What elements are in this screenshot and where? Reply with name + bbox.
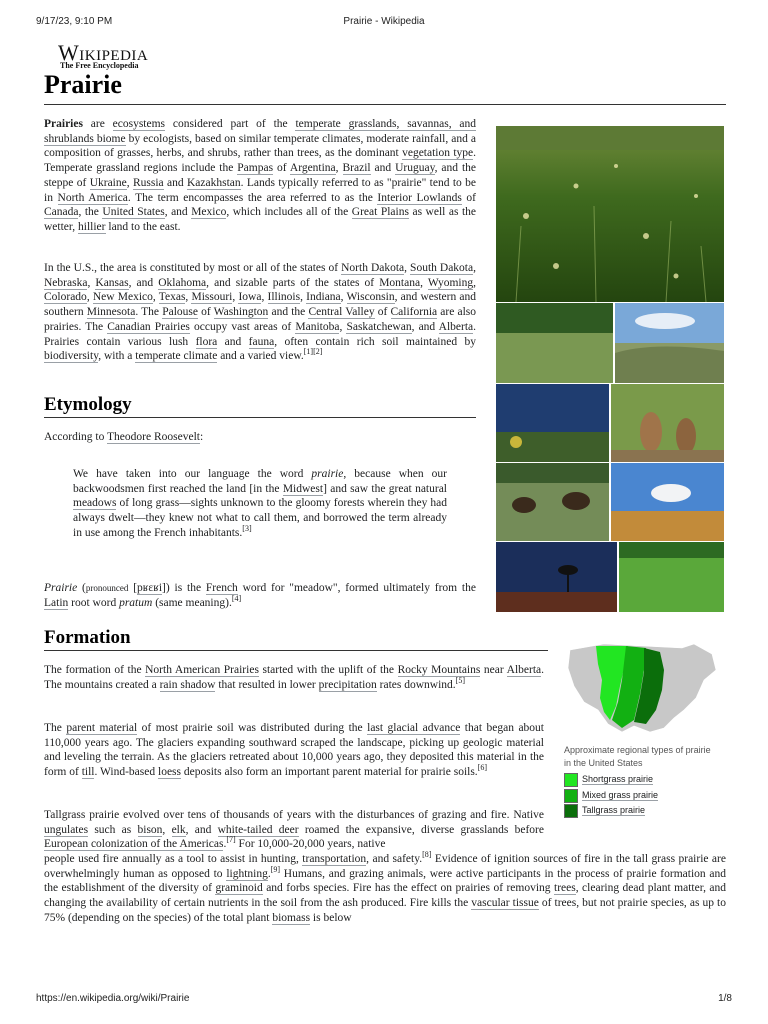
inline-link[interactable]: Latin	[44, 596, 69, 609]
text-run: of most prairie soil was distributed during the	[137, 722, 368, 734]
text-run: considered part of the	[165, 118, 296, 130]
text-run: of	[374, 306, 391, 319]
inline-link[interactable]: ecosystems	[112, 118, 166, 130]
inline-link[interactable]: South Dakota	[410, 262, 474, 274]
inline-link[interactable]: lightning	[226, 867, 268, 880]
text-run: , and	[411, 320, 439, 333]
inline-link[interactable]: Alberta	[438, 320, 474, 333]
formation-heading: Formation	[44, 627, 131, 648]
legend-swatch-shortgrass	[564, 773, 578, 787]
citation-ref[interactable]: [4]	[231, 593, 242, 603]
text-run: The	[44, 722, 67, 734]
inline-link[interactable]: graminoid	[215, 882, 263, 895]
inline-link[interactable]: fauna	[248, 335, 275, 348]
inline-link[interactable]: bison	[137, 823, 163, 836]
text-run: (	[77, 582, 86, 594]
inline-link[interactable]: elk	[171, 823, 186, 836]
text-run: and	[163, 176, 187, 189]
inline-link[interactable]: transportation	[302, 853, 367, 865]
formation-paragraph-3-start	[44, 808, 544, 852]
text-run: ,	[335, 162, 343, 175]
inline-link[interactable]: trees	[554, 882, 576, 895]
inline-link[interactable]: Oklahoma	[158, 276, 207, 289]
logo-tagline: The Free Encyclopedia	[60, 61, 139, 70]
inline-link[interactable]: Manitoba	[295, 320, 340, 333]
inline-link[interactable]: parent material	[66, 722, 138, 734]
inline-link[interactable]: Canada	[44, 206, 79, 219]
text-run: [	[128, 582, 138, 594]
inline-link[interactable]: temperate grasslands, savannas, and shrublands biome	[44, 118, 477, 145]
text-run: and a varied view.	[217, 350, 304, 363]
inline-link[interactable]: precipitation	[318, 678, 377, 691]
photo-lone-tree-dusk	[496, 542, 617, 612]
text-run: ,	[162, 823, 172, 836]
italic-term: Prairie	[44, 582, 78, 594]
text-run: root word	[68, 596, 120, 609]
text-run: , which includes all of the	[226, 206, 352, 219]
inline-link[interactable]: Texas	[158, 291, 186, 304]
inline-link[interactable]: rain shadow	[159, 678, 216, 691]
logo-wordmark: WIKIPEDIA	[58, 40, 149, 65]
text-run: Evidence of ignition sources of fire in the tall grass prairie are overwhelmingly human as opposed to	[44, 853, 726, 880]
inline-link[interactable]: Nebraska	[44, 276, 88, 289]
roosevelt-quote	[73, 467, 447, 541]
text-run: , and the steppe of	[44, 162, 477, 189]
text-run: , the	[78, 206, 103, 219]
title-rule	[44, 104, 726, 105]
inline-link[interactable]: Uruguay	[395, 162, 435, 175]
citation-ref[interactable]: [7]	[226, 835, 236, 845]
formation-rule	[44, 650, 548, 651]
text-run: rates downwind.	[376, 678, 456, 691]
inline-link[interactable]: Interior Lowlands	[377, 191, 462, 204]
formation-paragraph-1	[44, 663, 544, 692]
photo-open-sky	[611, 463, 724, 541]
intro-paragraph-2	[44, 261, 476, 364]
inline-link[interactable]: biomass	[272, 911, 311, 924]
inline-link[interactable]: ungulates	[44, 823, 89, 836]
text-run: :	[199, 431, 204, 443]
inline-link[interactable]: Kazakhstan	[186, 176, 241, 189]
formation-paragraph-2	[44, 721, 544, 780]
citation-ref[interactable]: [1][2]	[303, 347, 323, 357]
inline-link[interactable]: New Mexico	[92, 291, 153, 304]
text-run: ,	[185, 291, 192, 304]
page-title: Prairie	[44, 70, 122, 99]
text-run: are also prairies. The	[44, 306, 477, 333]
print-doc-title: Prairie - Wikipedia	[343, 16, 425, 27]
inline-link[interactable]: Ukraine	[89, 176, 127, 189]
print-datetime: 9/17/23, 9:10 PM	[36, 16, 113, 27]
inline-link[interactable]: Colorado	[44, 291, 87, 304]
text-run: ,	[420, 276, 428, 289]
text-run: by ecologists, based on similar temperate climates, moderate rainfall, and a composition of grasses, herbs, and shrubs, rather than trees, as the dominant	[44, 132, 476, 160]
inline-link[interactable]: Missouri	[191, 291, 233, 304]
text-run: ,	[473, 276, 477, 289]
inline-link[interactable]: Minnesota	[86, 306, 136, 319]
inline-link[interactable]: hillier	[78, 220, 106, 233]
text-run: We have taken into our language the word	[73, 468, 312, 480]
photo-storm-prairie	[496, 384, 609, 462]
text-run: that resulted in lower	[215, 678, 319, 691]
inline-link[interactable]: biodiversity	[44, 350, 99, 363]
text-run: ,	[87, 276, 96, 289]
photo-prairie-flowers	[496, 126, 724, 302]
text-run: is below	[310, 911, 352, 924]
formation-paragraph-3-cont	[44, 852, 726, 926]
text-run: , clearing dead plant matter, and changing the availability of certain nutrients in the soil from the ash produced. Fire kills the	[44, 882, 726, 910]
inline-link[interactable]: Indiana	[306, 291, 341, 304]
text-run: . Wind-based	[94, 766, 158, 779]
text-run: , and	[185, 823, 218, 836]
text-run: . Lands typically referred to as "prairie" tend to be in	[44, 176, 477, 204]
inline-link[interactable]: Argentina	[289, 162, 336, 175]
photo-bison	[496, 463, 609, 541]
legend-label-shortgrass[interactable]: Shortgrass prairie	[582, 774, 654, 785]
citation-ref[interactable]: [9]	[270, 864, 281, 874]
inline-link[interactable]: white-tailed deer	[217, 823, 299, 836]
inline-link[interactable]: Wisconsin	[346, 291, 395, 304]
inline-link[interactable]: till	[81, 766, 95, 779]
text-run: roamed the expansive, diverse grasslands before	[298, 823, 544, 836]
etymology-heading: Etymology	[44, 394, 132, 415]
text-run: and	[217, 335, 249, 348]
small-text: pronounced	[85, 583, 129, 593]
inline-link[interactable]: meadows	[73, 497, 117, 510]
text-run: , because when our backwoodsmen first reached the land [in the	[73, 468, 447, 495]
text-run: ,	[261, 291, 268, 304]
inline-link[interactable]: last glacial advance	[367, 722, 461, 734]
text-run: word for "meadow", formed ultimately from the	[237, 582, 476, 594]
legend-swatch-tallgrass	[564, 804, 578, 818]
text-run: Humans, and grazing animals, were active participants in the process of prairie formation and the establishment of the diversity of	[44, 867, 727, 895]
inline-link[interactable]: Russia	[132, 176, 164, 189]
inline-link[interactable]: Mexico	[191, 206, 227, 219]
text-run: (same meaning).	[152, 596, 232, 609]
legend-mixedgrass	[564, 789, 658, 803]
text-run: people used fire annually as a tool to assist in hunting,	[44, 853, 303, 865]
text-run: .	[267, 867, 271, 880]
inline-link[interactable]: French	[205, 582, 238, 594]
text-run: such as	[88, 823, 138, 836]
inline-link[interactable]: vegetation type	[402, 147, 474, 160]
text-run: , and safety.	[366, 853, 423, 865]
text-run: ,	[340, 291, 347, 304]
legend-label-mixedgrass[interactable]: Mixed grass prairie	[582, 790, 659, 801]
text-run: .	[223, 838, 227, 851]
intro-paragraph-1	[44, 117, 476, 235]
photo-green-meadow	[619, 542, 724, 612]
inline-link[interactable]: Central Valley	[308, 306, 375, 319]
text-run: land to the east.	[105, 220, 181, 233]
inline-link[interactable]: Canadian Prairies	[107, 320, 190, 333]
inline-link[interactable]: Pampas	[237, 162, 274, 175]
text-run: and the	[268, 306, 309, 319]
text-run: of long grass—sights unknown to the gloomy forests wherein they had always dwelt—they knew not what to call them, and borrowed the term already in use among the French inhabitants.	[73, 497, 447, 539]
citation-ref[interactable]: [8]	[422, 850, 432, 860]
photo-palouse-hills	[615, 303, 724, 383]
photo-grass-field	[496, 303, 613, 383]
text-run: ,	[86, 291, 93, 304]
italic-term: pratum	[119, 596, 153, 609]
bold-term: Prairies	[44, 118, 83, 130]
text-run: occupy vast areas of	[189, 320, 296, 333]
text-run: . The mountains created a	[44, 664, 544, 691]
inline-link[interactable]: North American Prairies	[145, 664, 259, 676]
text-run: ] and saw the great natural	[323, 482, 448, 495]
inline-link[interactable]: Montana	[379, 276, 421, 289]
inline-link[interactable]: pʁɛʁi	[137, 582, 163, 594]
inline-link[interactable]: Rocky Mountains	[397, 664, 481, 676]
inline-link[interactable]: Midwest	[282, 482, 324, 495]
logo-wordmark-rest: IKIPEDIA	[79, 48, 149, 64]
text-run: , and	[164, 206, 192, 219]
inline-link[interactable]: Great Plains	[351, 206, 409, 219]
text-run: . The term encompasses the area referred to as the	[127, 191, 378, 204]
inline-link[interactable]: North America	[57, 191, 128, 204]
italic-term: prairie	[311, 468, 344, 480]
pronunciation-paragraph	[44, 581, 476, 610]
text-run: According to	[44, 431, 108, 443]
print-url: https://en.wikipedia.org/wiki/Prairie	[36, 993, 190, 1004]
text-run: , and sizable parts of the states of	[206, 276, 380, 289]
text-run: ,	[404, 262, 411, 274]
text-run: , with a	[98, 350, 136, 363]
inline-link[interactable]: Saskatchewan	[346, 320, 412, 333]
inline-link[interactable]: Theodore Roosevelt	[107, 431, 200, 443]
inline-link[interactable]: Palouse	[162, 306, 198, 319]
citation-ref[interactable]: [5]	[455, 675, 465, 685]
text-run: Tallgrass prairie evolved over tens of thousands of years with the disturbances of grazing and fire. Native	[44, 809, 544, 821]
legend-swatch-mixedgrass	[564, 789, 578, 803]
text-run: of trees, but not prairie species, as up to 75% (depending on the species) of the total plant	[44, 897, 726, 924]
citation-ref[interactable]: [3]	[242, 523, 252, 533]
text-run: started with the uplift of the	[258, 664, 398, 676]
inline-link[interactable]: Washington	[213, 306, 269, 319]
inline-link[interactable]: North Dakota	[341, 262, 405, 274]
text-run: and	[370, 162, 396, 175]
map-caption: Approximate regional types of prairie in the United States	[564, 745, 711, 768]
legend-label-tallgrass[interactable]: Tallgrass prairie	[582, 805, 646, 816]
text-run: . The	[135, 306, 163, 319]
text-run: , and	[128, 276, 159, 289]
text-run: near	[480, 664, 507, 676]
text-run: of	[273, 162, 290, 175]
etymology-intro	[44, 430, 476, 445]
text-run: ,	[232, 291, 239, 304]
text-run: . Temperate grassland regions include the	[44, 147, 476, 175]
inline-link[interactable]: temperate climate	[135, 350, 218, 363]
inline-link[interactable]: Alberta	[506, 664, 542, 676]
us-prairie-map[interactable]	[564, 640, 720, 738]
text-run: are	[82, 118, 113, 130]
text-run: and forbs species. Fire has the effect on prairies of removing	[262, 882, 555, 895]
inline-link[interactable]: California	[390, 306, 438, 319]
text-run: The formation of the	[44, 664, 146, 676]
inline-link[interactable]: Illinois	[267, 291, 301, 304]
inline-link[interactable]: United States	[102, 206, 165, 219]
inline-link[interactable]: loess	[158, 766, 181, 779]
text-run: In the U.S., the area is constituted by most or all of the states of	[44, 262, 342, 274]
citation-ref[interactable]: [6]	[477, 763, 488, 773]
text-run: of	[197, 306, 214, 319]
text-run: ,	[300, 291, 307, 304]
text-run: For 10,000-20,000 years, native	[235, 838, 386, 851]
legend-shortgrass	[564, 773, 653, 787]
text-run: , often contain rich soil maintained by	[274, 335, 476, 348]
print-page-number: 1/8	[718, 993, 732, 1004]
text-run: , and western and southern	[44, 291, 477, 319]
text-run: as well as the wetter,	[44, 206, 476, 233]
text-run: that began about 110,000 years ago. The glaciers expanding southward scraped the landscape, picking up geologic material and leveling the terrain. As the glaciers retreated about 10,000 years ago, they deposited this material in the form of	[44, 722, 544, 779]
inline-link[interactable]: flora	[195, 335, 218, 348]
text-run: deposits also form an important parent material for prairie soils.	[181, 766, 478, 779]
text-run: ,	[473, 262, 476, 274]
inline-link[interactable]: Kansas	[95, 276, 129, 289]
inline-link[interactable]: European colonization of the Americas	[44, 838, 224, 851]
text-run: of	[461, 191, 476, 204]
text-run: ]) is the	[162, 582, 206, 594]
text-run: . Prairies contain various lush	[44, 320, 477, 348]
inline-link[interactable]: vascular tissue	[471, 897, 539, 910]
inline-link[interactable]: Iowa	[238, 291, 262, 304]
photo-prairie-dogs	[611, 384, 724, 462]
text-run: ,	[339, 320, 347, 333]
text-run: ,	[126, 176, 133, 189]
text-run: ,	[152, 291, 159, 304]
inline-link[interactable]: Wyoming	[427, 276, 474, 289]
inline-link[interactable]: Brazil	[342, 162, 371, 175]
etymology-rule	[44, 417, 476, 418]
legend-tallgrass	[564, 804, 645, 818]
